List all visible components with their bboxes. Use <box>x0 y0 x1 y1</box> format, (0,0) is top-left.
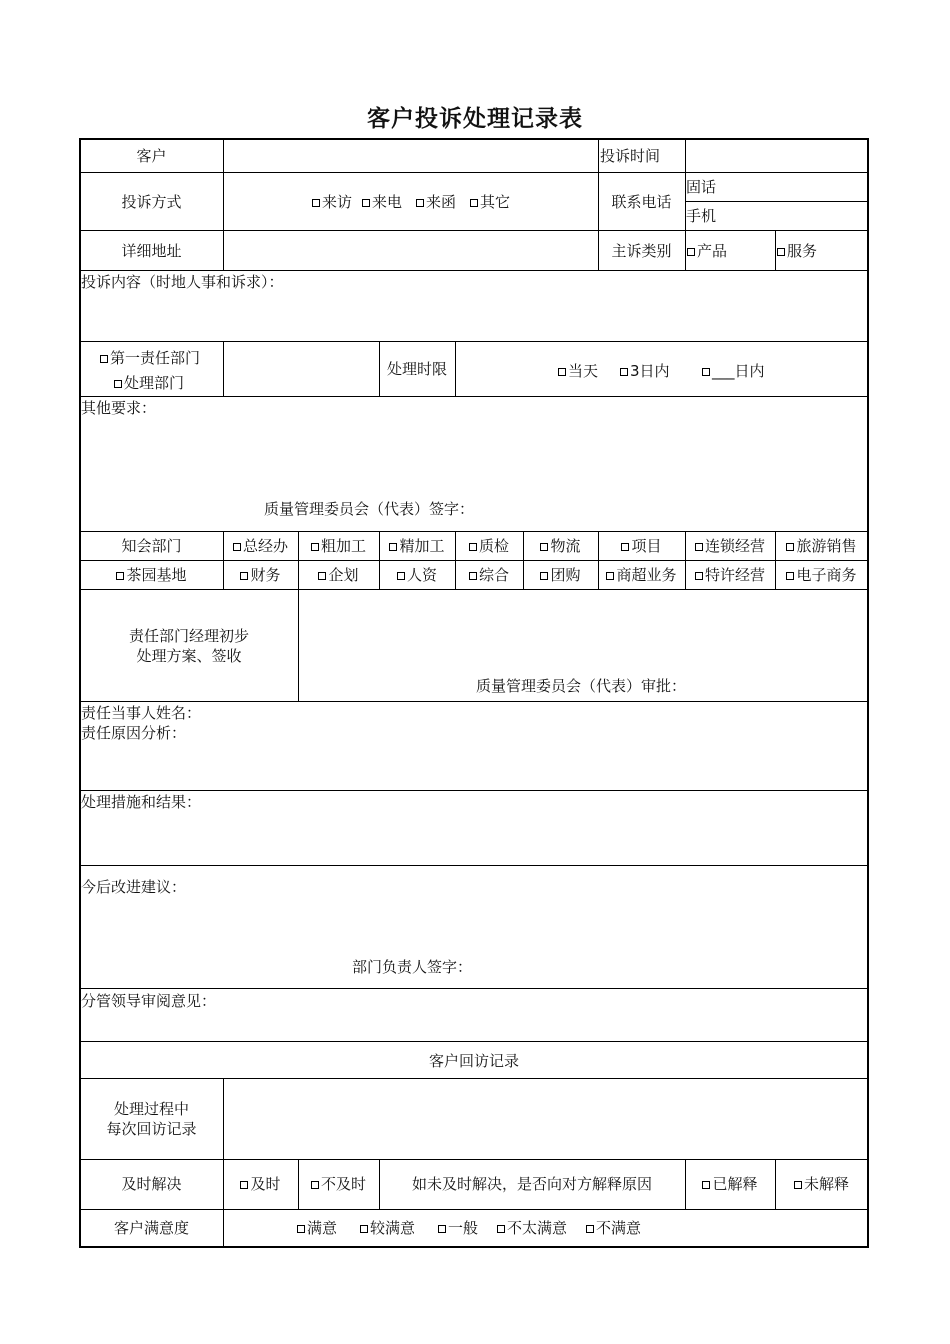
checkbox-icon <box>116 572 124 580</box>
responsible-party-name-label: 责任当事人姓名： <box>81 704 202 722</box>
checkbox-icon <box>469 543 477 551</box>
satisfaction-option[interactable]: 满意 <box>297 1218 337 1238</box>
checkbox-icon <box>470 199 478 207</box>
other-requirements-label: 其他要求： <box>81 399 157 417</box>
row-divider <box>80 396 868 397</box>
row-divider <box>80 701 868 702</box>
satisfaction-option[interactable]: 不太满意 <box>497 1218 567 1238</box>
checkbox-icon <box>586 1225 594 1233</box>
row-divider <box>80 270 868 271</box>
notify-dept-label: 知会部门 <box>121 537 182 555</box>
checkbox-icon <box>360 1225 368 1233</box>
customer-label: 客户 <box>136 147 167 165</box>
satisfaction-label: 客户满意度 <box>113 1219 189 1237</box>
checkbox-icon <box>786 572 794 580</box>
suggestions-label: 今后改进建议： <box>81 878 187 896</box>
timely-label: 及时解决 <box>121 1175 182 1193</box>
notify-option[interactable]: 连锁经营 <box>685 536 775 556</box>
row-divider <box>80 341 868 342</box>
row-divider <box>80 230 868 231</box>
notify-option[interactable]: 团购 <box>523 565 598 585</box>
time-limit-label: 处理时限 <box>386 360 447 378</box>
notify-option[interactable]: 特许经营 <box>685 565 775 585</box>
method-option-visit[interactable]: 来访 <box>312 192 352 212</box>
revisit-title: 客户回访记录 <box>428 1052 519 1070</box>
notify-option[interactable]: 总经办 <box>223 536 298 556</box>
checkbox-icon <box>702 1181 710 1189</box>
manager-plan-label-2: 处理方案、签收 <box>136 647 242 665</box>
landline-label: 固话 <box>686 178 717 196</box>
notify-option[interactable]: 商超业务 <box>598 565 685 585</box>
handle-dept-option[interactable]: 处理部门 <box>114 373 184 393</box>
checkbox-icon <box>786 543 794 551</box>
row-divider <box>80 1209 868 1210</box>
checkbox-icon <box>540 543 548 551</box>
category-service[interactable]: 服务 <box>777 241 817 261</box>
row-divider <box>80 865 868 866</box>
limit-custom-days[interactable]: ___日内 <box>702 361 765 381</box>
checkbox-icon <box>297 1225 305 1233</box>
col-divider <box>775 230 776 270</box>
checkbox-icon <box>497 1225 505 1233</box>
row-divider <box>80 1159 868 1160</box>
method-option-letter[interactable]: 来函 <box>416 192 456 212</box>
notify-option[interactable]: 物流 <box>523 536 598 556</box>
satisfaction-option[interactable]: 一般 <box>438 1218 478 1238</box>
method-option-call[interactable]: 来电 <box>362 192 402 212</box>
contact-phone-label: 联系电话 <box>611 193 672 211</box>
notify-option[interactable]: 旅游销售 <box>775 536 868 556</box>
committee-approve-label: 质量管理委员会（代表）审批： <box>476 677 687 695</box>
satisfaction-option[interactable]: 不满意 <box>586 1218 641 1238</box>
limit-same-day[interactable]: 当天 <box>558 361 598 381</box>
row-divider <box>80 589 868 590</box>
not-explained-option[interactable]: 未解释 <box>775 1174 868 1194</box>
row-divider <box>80 531 868 532</box>
row-divider <box>80 790 868 791</box>
complaint-method-label: 投诉方式 <box>121 193 182 211</box>
responsibility-reason-label: 责任原因分析： <box>81 724 187 742</box>
notify-option[interactable]: 人资 <box>379 565 455 585</box>
satisfaction-option[interactable]: 较满意 <box>360 1218 415 1238</box>
first-dept-option[interactable]: 第一责任部门 <box>100 348 200 368</box>
checkbox-icon <box>397 572 405 580</box>
checkbox-icon <box>777 248 785 256</box>
leader-opinion-label: 分管领导审阅意见： <box>81 992 217 1010</box>
col-divider <box>455 341 456 396</box>
checkbox-icon <box>695 543 703 551</box>
row-divider <box>80 1041 868 1042</box>
row-divider <box>685 201 868 202</box>
checkbox-icon <box>362 199 370 207</box>
notify-option[interactable]: 财务 <box>223 565 298 585</box>
row-divider <box>80 988 868 989</box>
checkbox-icon <box>469 572 477 580</box>
checkbox-icon <box>233 543 241 551</box>
form-table <box>79 138 869 1248</box>
mobile-label: 手机 <box>686 207 717 225</box>
col-divider <box>298 589 299 701</box>
notify-option[interactable]: 电子商务 <box>775 565 868 585</box>
dept-head-sign-label: 部门负责人签字： <box>352 958 473 976</box>
checkbox-icon <box>240 1181 248 1189</box>
limit-three-days[interactable]: 3日内 <box>620 361 670 381</box>
checkbox-icon <box>620 368 628 376</box>
committee-sign-label: 质量管理委员会（代表）签字： <box>264 500 475 518</box>
notify-option[interactable]: 粗加工 <box>298 536 379 556</box>
revisit-process-label-2: 每次回访记录 <box>106 1120 197 1138</box>
checkbox-icon <box>695 572 703 580</box>
category-label: 主诉类别 <box>611 242 672 260</box>
row-divider <box>80 172 868 173</box>
checkbox-icon <box>114 380 122 388</box>
checkbox-icon <box>540 572 548 580</box>
page-title: 客户投诉处理记录表 <box>367 106 583 132</box>
checkbox-icon <box>416 199 424 207</box>
checkbox-icon <box>702 368 710 376</box>
explain-question-label: 如未及时解决，是否向对方解释原因 <box>411 1175 652 1193</box>
notify-option[interactable]: 质检 <box>455 536 523 556</box>
checkbox-icon <box>794 1181 802 1189</box>
notify-option[interactable]: 综合 <box>455 565 523 585</box>
explained-option[interactable]: 已解释 <box>685 1174 775 1194</box>
checkbox-icon <box>558 368 566 376</box>
checkbox-icon <box>687 248 695 256</box>
checkbox-icon <box>240 572 248 580</box>
checkbox-icon <box>311 1181 319 1189</box>
col-divider <box>685 139 686 270</box>
notify-option[interactable]: 企划 <box>298 565 379 585</box>
method-option-other[interactable]: 其它 <box>470 192 510 212</box>
manager-plan-label-1: 责任部门经理初步 <box>128 627 249 645</box>
address-label: 详细地址 <box>121 242 182 260</box>
checkbox-icon <box>606 572 614 580</box>
row-divider <box>80 560 868 561</box>
notify-option[interactable]: 精加工 <box>379 536 455 556</box>
timely-option[interactable]: 及时 <box>223 1174 298 1194</box>
notify-option[interactable]: 茶园基地 <box>80 565 223 585</box>
checkbox-icon <box>438 1225 446 1233</box>
complaint-time-label: 投诉时间 <box>600 147 661 165</box>
measures-label: 处理措施和结果： <box>81 793 202 811</box>
revisit-process-label-1: 处理过程中 <box>113 1100 189 1118</box>
checkbox-icon <box>389 543 397 551</box>
checkbox-icon <box>312 199 320 207</box>
col-divider <box>223 341 224 396</box>
complaint-content-label: 投诉内容（时地人事和诉求）： <box>81 273 284 291</box>
category-product[interactable]: 产品 <box>687 241 727 261</box>
col-divider <box>223 139 224 270</box>
notify-option[interactable]: 项目 <box>598 536 685 556</box>
checkbox-icon <box>311 543 319 551</box>
not-timely-option[interactable]: 不及时 <box>298 1174 379 1194</box>
checkbox-icon <box>318 572 326 580</box>
checkbox-icon <box>621 543 629 551</box>
col-divider <box>223 1078 224 1247</box>
checkbox-icon <box>100 355 108 363</box>
row-divider <box>80 1078 868 1079</box>
